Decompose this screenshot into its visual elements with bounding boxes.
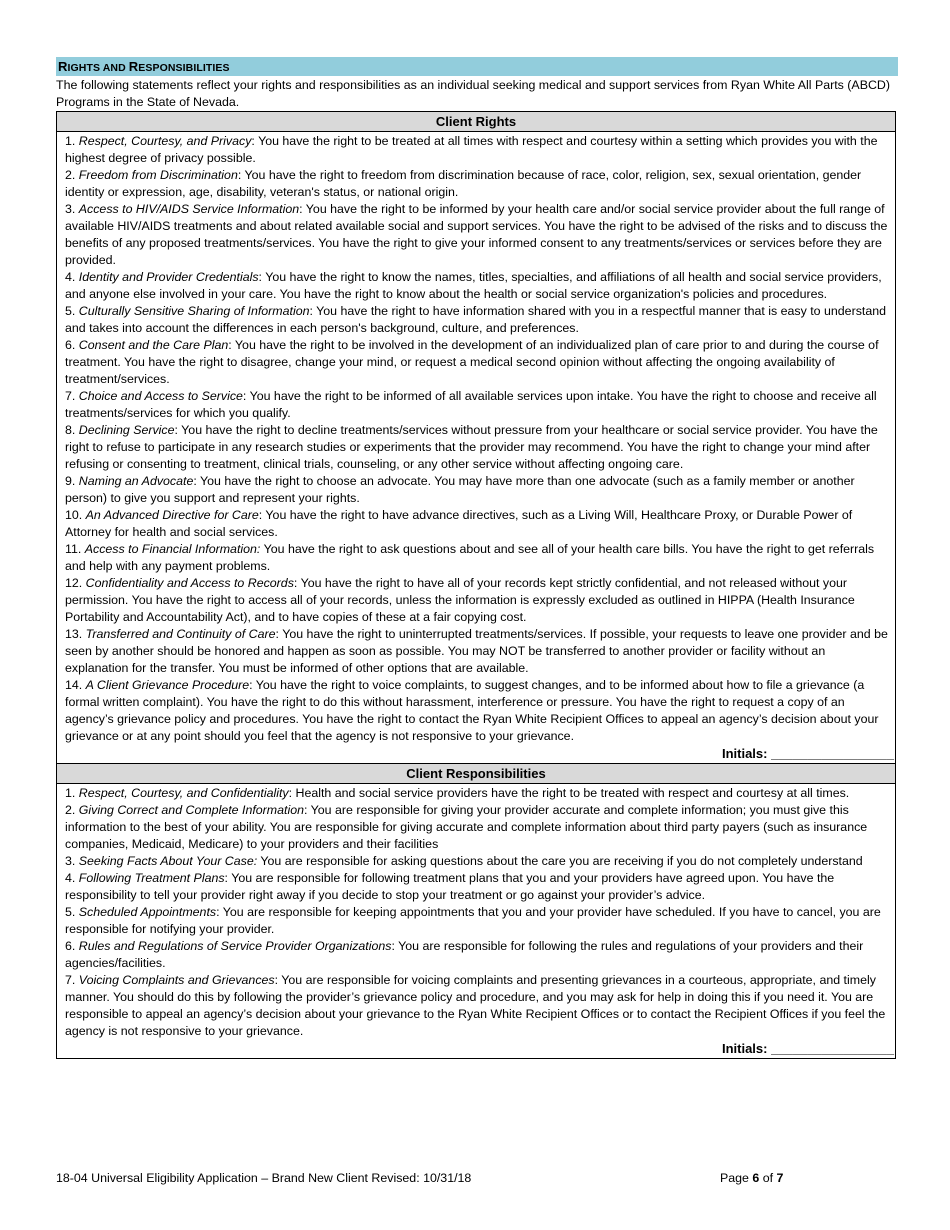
section-title-r2: R <box>128 59 139 74</box>
section-title-part1: IGHTS AND <box>67 62 129 74</box>
item-heading: Rules and Regulations of Service Provider Organizations <box>78 939 392 953</box>
item-number: 2. <box>65 168 79 182</box>
right-item <box>65 677 888 745</box>
document-page <box>56 57 898 1059</box>
item-text: : You have the right to have information shared with you in a respectful manner that is easy to understand and takes into account the differences in each person's background, culture, and preferences. <box>65 304 887 335</box>
item-number: 1. <box>65 786 79 800</box>
item-text: You have the right to ask questions about and see all of your health care bills. You have the right to get referrals and help with any payment problems. <box>65 542 875 573</box>
item-heading: Culturally Sensitive Sharing of Information <box>78 304 310 318</box>
page-current: 6 <box>752 1171 760 1185</box>
item-text: : You have the right to be treated at all times with respect and courtesy within a setting which provides you with the highest degree of privacy possible. <box>65 134 878 165</box>
item-heading: Respect, Courtesy, and Privacy <box>78 134 252 148</box>
item-heading: Choice and Access to Service <box>78 389 243 403</box>
item-number: 3. <box>65 202 79 216</box>
responsibility-item <box>65 785 888 802</box>
item-number: 3. <box>65 854 79 868</box>
right-item <box>65 337 888 388</box>
footer-page-number <box>720 1170 783 1187</box>
responsibility-item <box>65 972 888 1040</box>
section-header <box>56 57 898 76</box>
item-text: : You have the right to decline treatments/services without pressure from your healthcare or social service provider. You have the right to refuse to participate in any research studies or experiments that the provider may recommend. You have the right to change your mind after refusing or consenting to treatment, clinical trials, counseling, or any other service without affecting ongoing care. <box>65 423 878 471</box>
page-label: Page <box>720 1171 753 1185</box>
item-number: 1. <box>65 134 79 148</box>
responsibility-item <box>65 853 888 870</box>
responsibilities-initials: Initials: _________________ <box>721 1041 894 1056</box>
item-text: : You are responsible for giving your provider accurate and complete information; you must give this information to the best of your ability. You are responsible for giving accurate and complete information about third party payers (such as insurance companies, Medicaid, Medicare) to your providers and their facilities <box>65 803 868 851</box>
item-text: : You have the right to choose an advocate. You may have more than one advocate (such as a family member or another person) to give you support and represent your rights. <box>65 474 855 505</box>
item-heading: Giving Correct and Complete Information <box>78 803 304 817</box>
item-number: 12. <box>65 576 86 590</box>
responsibilities-list <box>57 784 895 1040</box>
intro-text: The following statements reflect your rights and responsibilities as an individual seeking medical and support services from Ryan White All Parts (ABCD) Programs in the State of Nevada. <box>56 78 890 109</box>
item-number: 5. <box>65 905 79 919</box>
item-text: : You have the right to be informed by your health care and/or social service provider about the full range of available HIV/AIDS treatments and about related available social and support services. You have the right to be advised of the risks and to discuss the benefits of any proposed treatments/services. You have the right to give your informed consent to any treatments/services or services before they are provided. <box>65 202 888 267</box>
rights-initials: Initials: _________________ <box>721 746 894 761</box>
item-number: 4. <box>65 871 79 885</box>
item-text: : You have the right to be involved in the development of an individualized plan of care prior to and during the course of treatment. You have the right to disagree, change your mind, or request a medical second opinion without affecting the ongoing availability of treatment/services. <box>65 338 879 386</box>
item-text: You are responsible for asking questions about the care you are receiving if you do not completely understand <box>257 854 863 868</box>
right-item <box>65 473 888 507</box>
item-text: : You have the right to freedom from discrimination because of race, color, religion, sex, sexual orientation, gender identity or expression, age, disability, veteran's status, or national origin. <box>65 168 862 199</box>
client-responsibilities-title: Client Responsibilities <box>57 763 895 784</box>
item-text: : You are responsible for following treatment plans that you and your providers have agreed upon. You have the responsibility to tell your provider right away if you decide to stop your treatment or go against your provider’s advice. <box>65 871 835 902</box>
item-heading: Consent and the Care Plan <box>78 338 229 352</box>
item-text: : You are responsible for voicing complaints and presenting grievances in a courteous, appropriate, and timely manner. You should do this by following the provider’s grievance policy and procedure, and you may ask for help in doing this if you need it. You are responsible to appeal an agency’s decision about your grievance to the Ryan White Recipient Offices or to contact the Recipient Offices if you feel the agency is not responsive to your grievance. <box>65 973 886 1038</box>
item-number: 2. <box>65 803 79 817</box>
right-item <box>65 626 888 677</box>
item-heading: A Client Grievance Procedure <box>85 678 250 692</box>
item-heading: Naming an Advocate <box>78 474 194 488</box>
item-number: 10. <box>65 508 86 522</box>
item-heading: Scheduled Appointments <box>78 905 217 919</box>
right-item <box>65 422 888 473</box>
page-total: 7 <box>776 1171 784 1185</box>
item-number: 8. <box>65 423 79 437</box>
item-text: : You have the right to know the names, titles, specialties, and affiliations of all health and social service providers, and anyone else involved in your care. You have the right to know about the health or social service organization's policies and procedures. <box>65 270 882 301</box>
item-number: 6. <box>65 338 79 352</box>
right-item <box>65 269 888 303</box>
item-heading: An Advanced Directive for Care <box>85 508 259 522</box>
item-heading: Respect, Courtesy, and Confidentiality <box>78 786 289 800</box>
right-item <box>65 201 888 269</box>
item-heading: Confidentiality and Access to Records <box>85 576 294 590</box>
item-heading: Access to Financial Information: <box>84 542 261 556</box>
item-number: 5. <box>65 304 79 318</box>
item-number: 7. <box>65 973 79 987</box>
item-number: 4. <box>65 270 79 284</box>
right-item <box>65 133 888 167</box>
right-item <box>65 303 888 337</box>
item-heading: Freedom from Discrimination <box>78 168 238 182</box>
item-text: : You have the right to voice complaints, to suggest changes, and to be informed about how to file a grievance (a formal written complaint). You have the right to do this without harassment, interference or pressure. You have the right to request a copy of an agency’s grievance policy and procedures. You have the right to contact the Ryan White Recipient Offices to appeal an agency’s decision about your grievance or at any point should you feel that the agency is not responsive to your grievance. <box>65 678 879 743</box>
item-heading: Voicing Complaints and Grievances <box>78 973 275 987</box>
section-title-part2: ESPONSIBILITIES <box>138 62 230 74</box>
item-number: 7. <box>65 389 79 403</box>
responsibility-item <box>65 802 888 853</box>
item-heading: Declining Service <box>78 423 175 437</box>
section-title-r: R <box>58 59 68 74</box>
item-number: 11. <box>65 542 85 556</box>
rights-box <box>56 111 896 1059</box>
item-text: : You are responsible for following the rules and regulations of your providers and their agencies/facilities. <box>65 939 864 970</box>
right-item <box>65 507 888 541</box>
responsibility-item <box>65 870 888 904</box>
item-heading: Identity and Provider Credentials <box>78 270 259 284</box>
item-number: 13. <box>65 627 86 641</box>
item-text: : You have the right to have advance directives, such as a Living Will, Healthcare Proxy, or Durable Power of Attorney for health and social services. <box>65 508 853 539</box>
item-number: 14. <box>65 678 86 692</box>
item-heading: Transferred and Continuity of Care <box>85 627 276 641</box>
item-heading: Access to HIV/AIDS Service Information <box>78 202 300 216</box>
rights-list <box>57 132 895 745</box>
right-item <box>65 388 888 422</box>
item-number: 9. <box>65 474 79 488</box>
responsibility-item <box>65 904 888 938</box>
right-item <box>65 167 888 201</box>
item-text: : You have the right to be informed of all available services upon intake. You have the right to choose and receive all treatments/services for which you qualify. <box>65 389 877 420</box>
right-item <box>65 575 888 626</box>
item-text: : You have the right to have all of your records kept strictly confidential, and not released without your permission. You have the right to access all of your records, unless the information is expressly excluded as outlined in HIPPA (Health Insurance Portability and Accountability Act), and to have copies of these at a fair copying cost. <box>65 576 855 624</box>
item-text: : Health and social service providers have the right to be treated with respect and courtesy at all times. <box>288 786 850 800</box>
item-text: : You have the right to uninterrupted treatments/services. If possible, your requests to leave one provider and be seen by another should be honored and happen as soon as possible. You may NOT be transferred to another provider or facility without an explanation for the transfer. You must be informed of other options that are available. <box>65 627 888 675</box>
footer-form-id: 18-04 Universal Eligibility Application – Brand New Client Revised: 10/31/18 <box>56 1171 472 1185</box>
item-number: 6. <box>65 939 79 953</box>
item-heading: Seeking Facts About Your Case: <box>78 854 258 868</box>
item-text: : You are responsible for keeping appointments that you and your provider have scheduled. If you have to cancel, you are responsible for notifying your provider. <box>65 905 881 936</box>
right-item <box>65 541 888 575</box>
client-rights-title: Client Rights <box>57 112 895 132</box>
item-heading: Following Treatment Plans <box>78 871 225 885</box>
responsibility-item <box>65 938 888 972</box>
page-of: of <box>759 1171 777 1185</box>
